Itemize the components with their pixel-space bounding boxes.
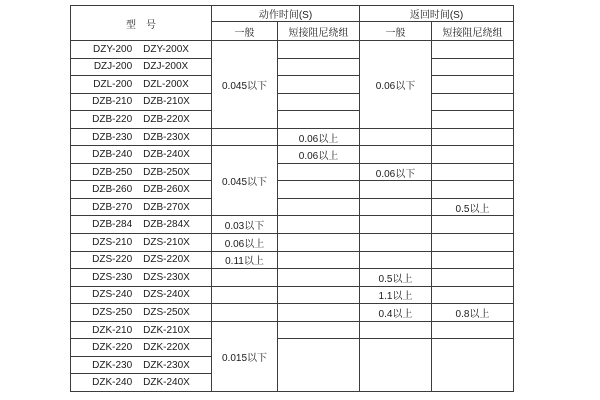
model-name: DZB-210 — [92, 96, 133, 108]
model-name: DZS-250 — [92, 306, 133, 318]
return-general-cell: 0.4以上 — [360, 304, 432, 322]
model-name: DZB-284 — [92, 219, 133, 231]
return-general-cell — [360, 234, 432, 252]
model-cell — [71, 41, 212, 59]
model-cell — [71, 304, 212, 322]
model-name: DZB-220X — [143, 113, 190, 125]
action-damping-cell — [278, 76, 360, 94]
model-cell — [71, 356, 212, 374]
model-name: DZB-220 — [92, 113, 133, 125]
action-damping-cell — [278, 269, 360, 287]
action-damping-cell — [278, 251, 360, 269]
action-damping-cell — [278, 93, 360, 111]
return-time-group-header: 返回时间(S) — [360, 6, 514, 22]
model-cell — [71, 216, 212, 234]
table-row — [71, 321, 514, 339]
model-name: DZS-220 — [92, 254, 133, 266]
model-name: DZB-260X — [143, 184, 190, 196]
action-general-cell — [212, 128, 278, 146]
return-general-cell — [360, 146, 432, 164]
table-row — [71, 339, 514, 357]
return-damping-cell — [432, 93, 514, 111]
return-damping-cell — [432, 251, 514, 269]
model-cell — [71, 269, 212, 287]
model-name: DZK-220 — [92, 342, 133, 354]
table-row — [71, 76, 514, 94]
return-general-cell: 0.5以上 — [360, 269, 432, 287]
model-name: DZB-230 — [92, 131, 133, 143]
table-row — [71, 198, 514, 216]
action-damping-header: 短接阻尼绕组 — [278, 22, 360, 41]
return-damping-cell — [432, 269, 514, 287]
return-damping-header: 短接阻尼绕组 — [432, 22, 514, 41]
action-general-cell — [212, 286, 278, 304]
action-damping-cell — [278, 41, 360, 59]
return-damping-cell — [432, 216, 514, 234]
table-body — [71, 41, 514, 392]
model-cell — [71, 198, 212, 216]
return-damping-cell — [432, 181, 514, 199]
action-general-cell: 0.11以上 — [212, 251, 278, 269]
model-name: DZY-200 — [93, 43, 133, 55]
model-name: DZB-230X — [143, 131, 190, 143]
return-damping-cell — [432, 339, 514, 392]
return-general-cell — [360, 321, 432, 339]
model-cell — [71, 146, 212, 164]
return-general-cell — [360, 339, 432, 392]
model-cell — [71, 181, 212, 199]
action-general-cell: 0.045以下 — [212, 41, 278, 129]
model-name: DZB-284X — [143, 219, 190, 231]
model-name: DZS-230 — [92, 271, 133, 283]
return-general-cell: 0.06以下 — [360, 163, 432, 181]
table-row — [71, 234, 514, 252]
action-damping-cell — [278, 304, 360, 322]
table-row — [71, 41, 514, 59]
action-general-cell — [212, 269, 278, 287]
model-cell — [71, 111, 212, 129]
action-damping-cell: 0.06以上 — [278, 128, 360, 146]
return-damping-cell — [432, 163, 514, 181]
model-name: DZB-210X — [143, 96, 190, 108]
action-damping-cell — [278, 339, 360, 392]
return-damping-cell — [432, 286, 514, 304]
action-damping-cell — [278, 234, 360, 252]
model-name: DZB-240X — [143, 149, 190, 161]
return-general-cell — [360, 251, 432, 269]
model-name: DZK-240X — [143, 377, 190, 389]
table-row — [71, 163, 514, 181]
action-damping-cell — [278, 198, 360, 216]
return-damping-cell — [432, 128, 514, 146]
return-damping-cell — [432, 58, 514, 76]
model-cell — [71, 234, 212, 252]
table-row — [71, 251, 514, 269]
model-name: DZS-210 — [92, 236, 133, 248]
return-general-cell: 1.1以上 — [360, 286, 432, 304]
return-damping-cell — [432, 111, 514, 129]
return-damping-cell — [432, 321, 514, 339]
model-cell — [71, 321, 212, 339]
model-name: DZB-270 — [92, 201, 133, 213]
model-cell — [71, 163, 212, 181]
model-name: DZJ-200X — [143, 61, 189, 73]
action-general-cell: 0.03以下 — [212, 216, 278, 234]
model-name: DZS-240 — [92, 289, 133, 301]
model-name: DZK-240 — [92, 377, 133, 389]
action-general-cell: 0.015以下 — [212, 321, 278, 391]
model-name: DZS-220X — [143, 254, 190, 266]
model-cell — [71, 128, 212, 146]
table-row — [71, 181, 514, 199]
model-name: DZB-250X — [143, 166, 190, 178]
model-name: DZY-200X — [143, 43, 189, 55]
action-damping-cell — [278, 163, 360, 181]
action-damping-cell: 0.06以上 — [278, 146, 360, 164]
return-damping-cell: 0.8以上 — [432, 304, 514, 322]
model-cell — [71, 286, 212, 304]
table-row — [71, 269, 514, 287]
model-name: DZK-210X — [143, 324, 190, 336]
table-row — [71, 58, 514, 76]
model-name: DZL-200 — [93, 78, 133, 90]
model-name: DZL-200X — [143, 78, 189, 90]
model-column-header: 型 号 — [71, 6, 212, 41]
action-damping-cell — [278, 321, 360, 339]
table-header — [71, 6, 514, 41]
model-name: DZK-230 — [92, 359, 133, 371]
return-general-cell: 0.06以下 — [360, 41, 432, 129]
header-group-row — [71, 6, 514, 22]
model-name: DZS-210X — [143, 236, 190, 248]
return-general-header: 一般 — [360, 22, 432, 41]
return-general-cell — [360, 198, 432, 216]
model-cell — [71, 251, 212, 269]
model-cell — [71, 58, 212, 76]
action-damping-cell — [278, 58, 360, 76]
model-name: DZJ-200 — [93, 61, 133, 73]
table-row — [71, 304, 514, 322]
table-row — [71, 146, 514, 164]
model-name: DZK-210 — [92, 324, 133, 336]
model-name: DZB-270X — [143, 201, 190, 213]
return-general-cell — [360, 181, 432, 199]
table-row — [71, 216, 514, 234]
action-general-cell — [212, 304, 278, 322]
model-name: DZB-260 — [92, 184, 133, 196]
table-row — [71, 128, 514, 146]
model-name: DZB-240 — [92, 149, 133, 161]
relay-spec-table-wrapper — [70, 5, 514, 392]
action-damping-cell — [278, 286, 360, 304]
action-damping-cell — [278, 111, 360, 129]
model-name: DZS-250X — [143, 306, 190, 318]
table-row — [71, 286, 514, 304]
model-name: DZK-230X — [143, 359, 190, 371]
return-damping-cell — [432, 41, 514, 59]
model-name: DZS-230X — [143, 271, 190, 283]
action-general-cell: 0.045以下 — [212, 146, 278, 216]
table-row — [71, 111, 514, 129]
return-general-cell — [360, 128, 432, 146]
action-general-header: 一般 — [212, 22, 278, 41]
return-damping-cell: 0.5以上 — [432, 198, 514, 216]
model-cell — [71, 374, 212, 392]
return-damping-cell — [432, 146, 514, 164]
model-cell — [71, 76, 212, 94]
model-cell — [71, 339, 212, 357]
model-name: DZB-250 — [92, 166, 133, 178]
action-damping-cell — [278, 181, 360, 199]
return-damping-cell — [432, 234, 514, 252]
table-row — [71, 93, 514, 111]
action-damping-cell — [278, 216, 360, 234]
return-damping-cell — [432, 76, 514, 94]
model-name: DZS-240X — [143, 289, 190, 301]
action-time-group-header: 动作时间(S) — [212, 6, 360, 22]
return-general-cell — [360, 216, 432, 234]
relay-spec-table — [70, 5, 514, 392]
model-cell — [71, 93, 212, 111]
action-general-cell: 0.06以上 — [212, 234, 278, 252]
model-name: DZK-220X — [143, 342, 190, 354]
